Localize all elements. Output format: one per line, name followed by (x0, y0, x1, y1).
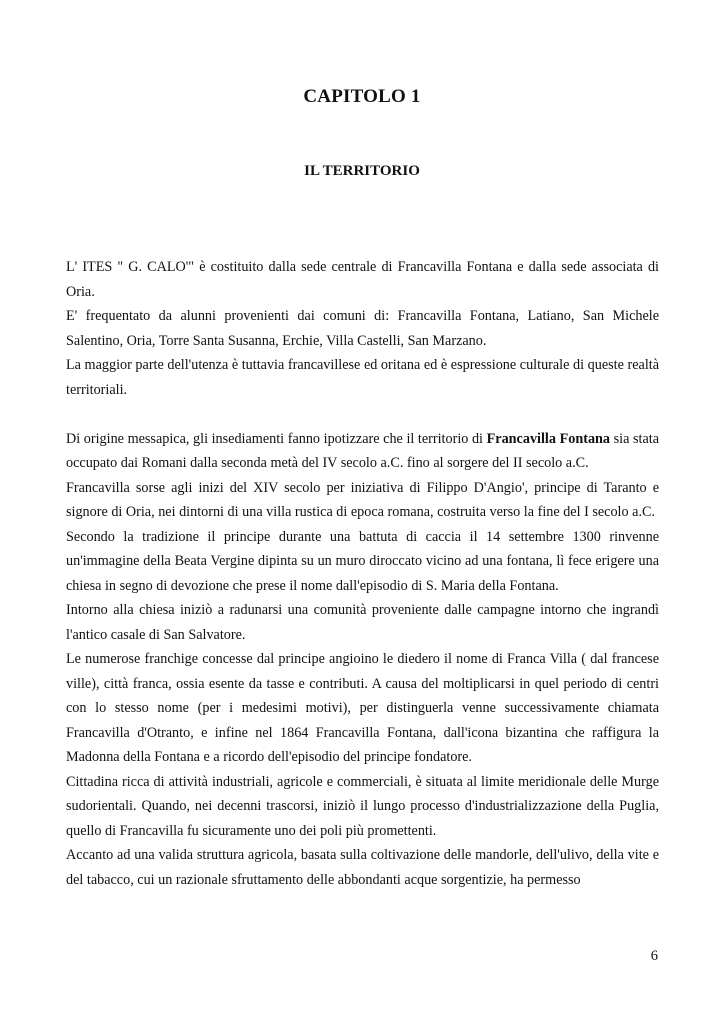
paragraph-founding: Francavilla sorse agli inizi del XIV secolo per iniziativa di Filippo D'Angio', principe di Taranto e signore di Oria, nei dintorni di una villa rustica di epoca romana, costruita verso la fine del I secolo a.C. (66, 479, 659, 520)
paragraph-economy: Cittadina ricca di attività industriali, agricole e commerciali, è situata al limite meridionale delle Murge sudorientali. Quando, nei decenni trascorsi, iniziò il lungo processo d'industrializzazione della Puglia, quello di Francavilla fu sicuramente uno dei poli più promettenti. (66, 773, 659, 839)
paragraph-agriculture: Accanto ad una valida struttura agricola, basata sulla coltivazione delle mandorle, dell'ulivo, della vite e del tabacco, cui un razionale sfruttamento delle abbondanti acque sorgentizie, ha permesso (66, 847, 659, 888)
section-title: IL TERRITORIO (304, 163, 420, 179)
paragraph-text: sia stata occupato dai Romani dalla seconda metà del IV secolo a.C. fino al sorgere del II secolo a.C. (66, 430, 659, 471)
paragraph-school-sites: L' ITES " G. CALO'" è costituito dalla sede centrale di Francavilla Fontana e dalla sede associata di Oria. (66, 259, 659, 300)
paragraph-user-base: La maggior parte dell'utenza è tuttavia francavillese ed oritana ed è espressione culturale di queste realtà territoriali. (66, 357, 659, 398)
paragraph-community: Intorno alla chiesa iniziò a radunarsi una comunità proveniente dalle campagne intorno che ingrandì l'antico casale di San Salvatore. (66, 602, 659, 643)
town-name-bold: Francavilla Fontana (486, 430, 611, 447)
paragraph-spacer (66, 402, 659, 427)
paragraph-messapian-origin (66, 427, 659, 476)
chapter-title: CAPITOLO 1 (303, 86, 421, 107)
page-number: 6 (650, 948, 658, 964)
body-text (66, 255, 659, 892)
paragraph-name-origin: Le numerose franchige concesse dal principe angioino le diedero il nome di Franca Villa ( dal francese ville), città franca, ossia esente da tasse e contributi. A causa del moltiplicarsi in quel periodo di centri con lo stesso nome (per i medesimi motivi), per distinguerla venne successivamente chiamata Francavilla d'Otranto, e infine nel 1864 Francavilla Fontana, dall'icona bizantina che raffigura la Madonna della Fontana e a ricordo dell'episodio del principe fondatore. (66, 651, 659, 765)
paragraph-text: Di origine messapica, gli insediamenti fanno ipotizzare che il territorio di (66, 430, 487, 447)
paragraph-tradition: Secondo la tradizione il principe durante una battuta di caccia il 14 settembre 1300 rinvenne un'immagine della Beata Vergine dipinta su un muro diroccato vicino ad una fontana, lì fece erigere una chiesa in segno di devozione che prese il nome dall'episodio di S. Maria della Fontana. (66, 528, 659, 594)
paragraph-student-origin: E' frequentato da alunni provenienti dai comuni di: Francavilla Fontana, Latiano, San Michele Salentino, Oria, Torre Santa Susanna, Erchie, Villa Castelli, San Marzano. (66, 308, 659, 349)
